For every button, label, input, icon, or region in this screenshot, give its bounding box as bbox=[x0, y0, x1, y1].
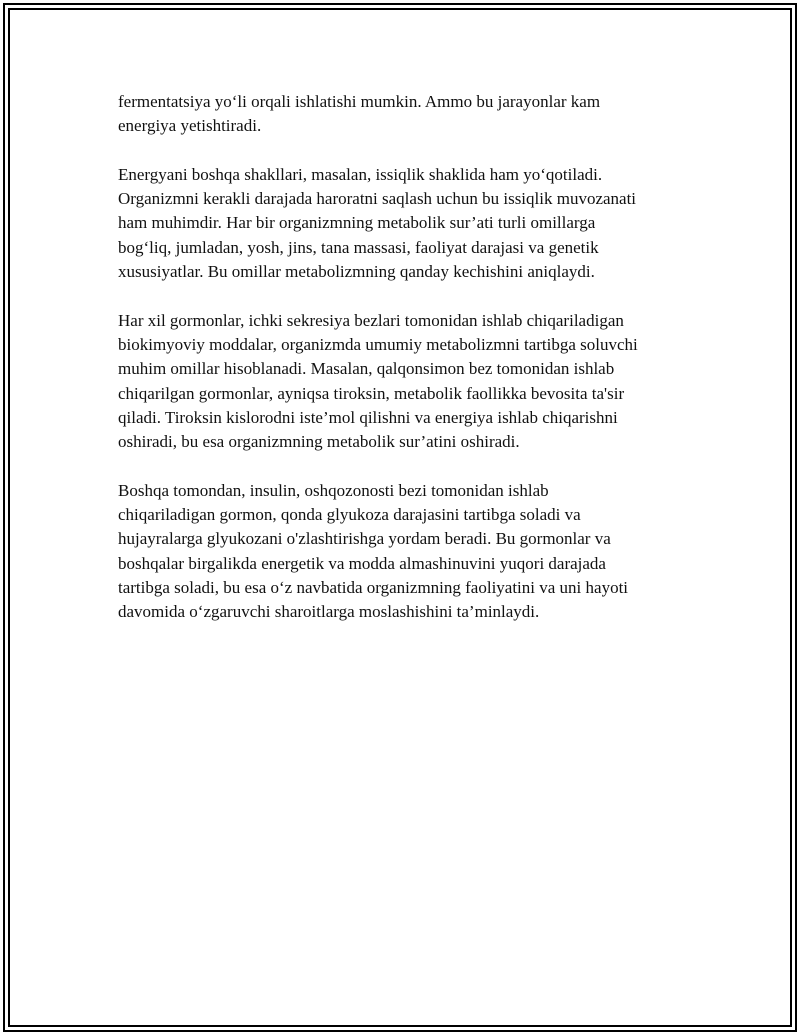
document-body bbox=[118, 90, 690, 649]
paragraph-3: Har xil gormonlar, ichki sekresiya bezlari tomonidan ishlab chiqariladigan biokimyoviy moddalar, organizmda umumiy metabolizmni tartibga soluvchi muhim omillar hisoblanadi. Masalan, qalqonsimon bez tomonidan ishlab chiqarilgan gormonlar, ayniqsa tiroksin, metabolik faollikka bevosita ta'sir qiladi. Tiroksin kislorodni iste’mol qilishni va energiya ishlab chiqarishni oshiradi, bu esa organizmning metabolik sur’atini oshiradi. bbox=[118, 310, 638, 452]
paragraph-1: fermentatsiya yo‘li orqali ishlatishi mumkin. Ammo bu jarayonlar kam energiya yetishtiradi. bbox=[118, 92, 601, 136]
paragraph-4: Boshqa tomondan, insulin, oshqozonosti bezi tomonidan ishlab chiqariladigan gormon, qonda glyukoza darajasini tartibga soladi va hujayralarga glyukozani o'zlashtirishga yordam beradi. Bu gormonlar va boshqalar birgalikda energetik va modda almashinuvini yuqori darajada tartibga soladi, bu esa o‘z navbatida organizmning faoliyatini va uni hayoti davomida o‘zgaruvchi sharoitlarga moslashishini ta’minlaydi. bbox=[118, 480, 629, 622]
paragraph-2: Energyani boshqa shakllari, masalan, issiqlik shaklida ham yo‘qotiladi. Organizmni kerakli darajada haroratni saqlash uchun bu issiqlik muvozanati ham muhimdir. Har bir organizmning metabolik sur’ati turli omillarga bog‘liq, jumladan, yosh, jins, tana massasi, faoliyat darajasi va genetik xususiyatlar. Bu omillar metabolizmning qanday kechishini aniqlaydi. bbox=[118, 164, 637, 282]
